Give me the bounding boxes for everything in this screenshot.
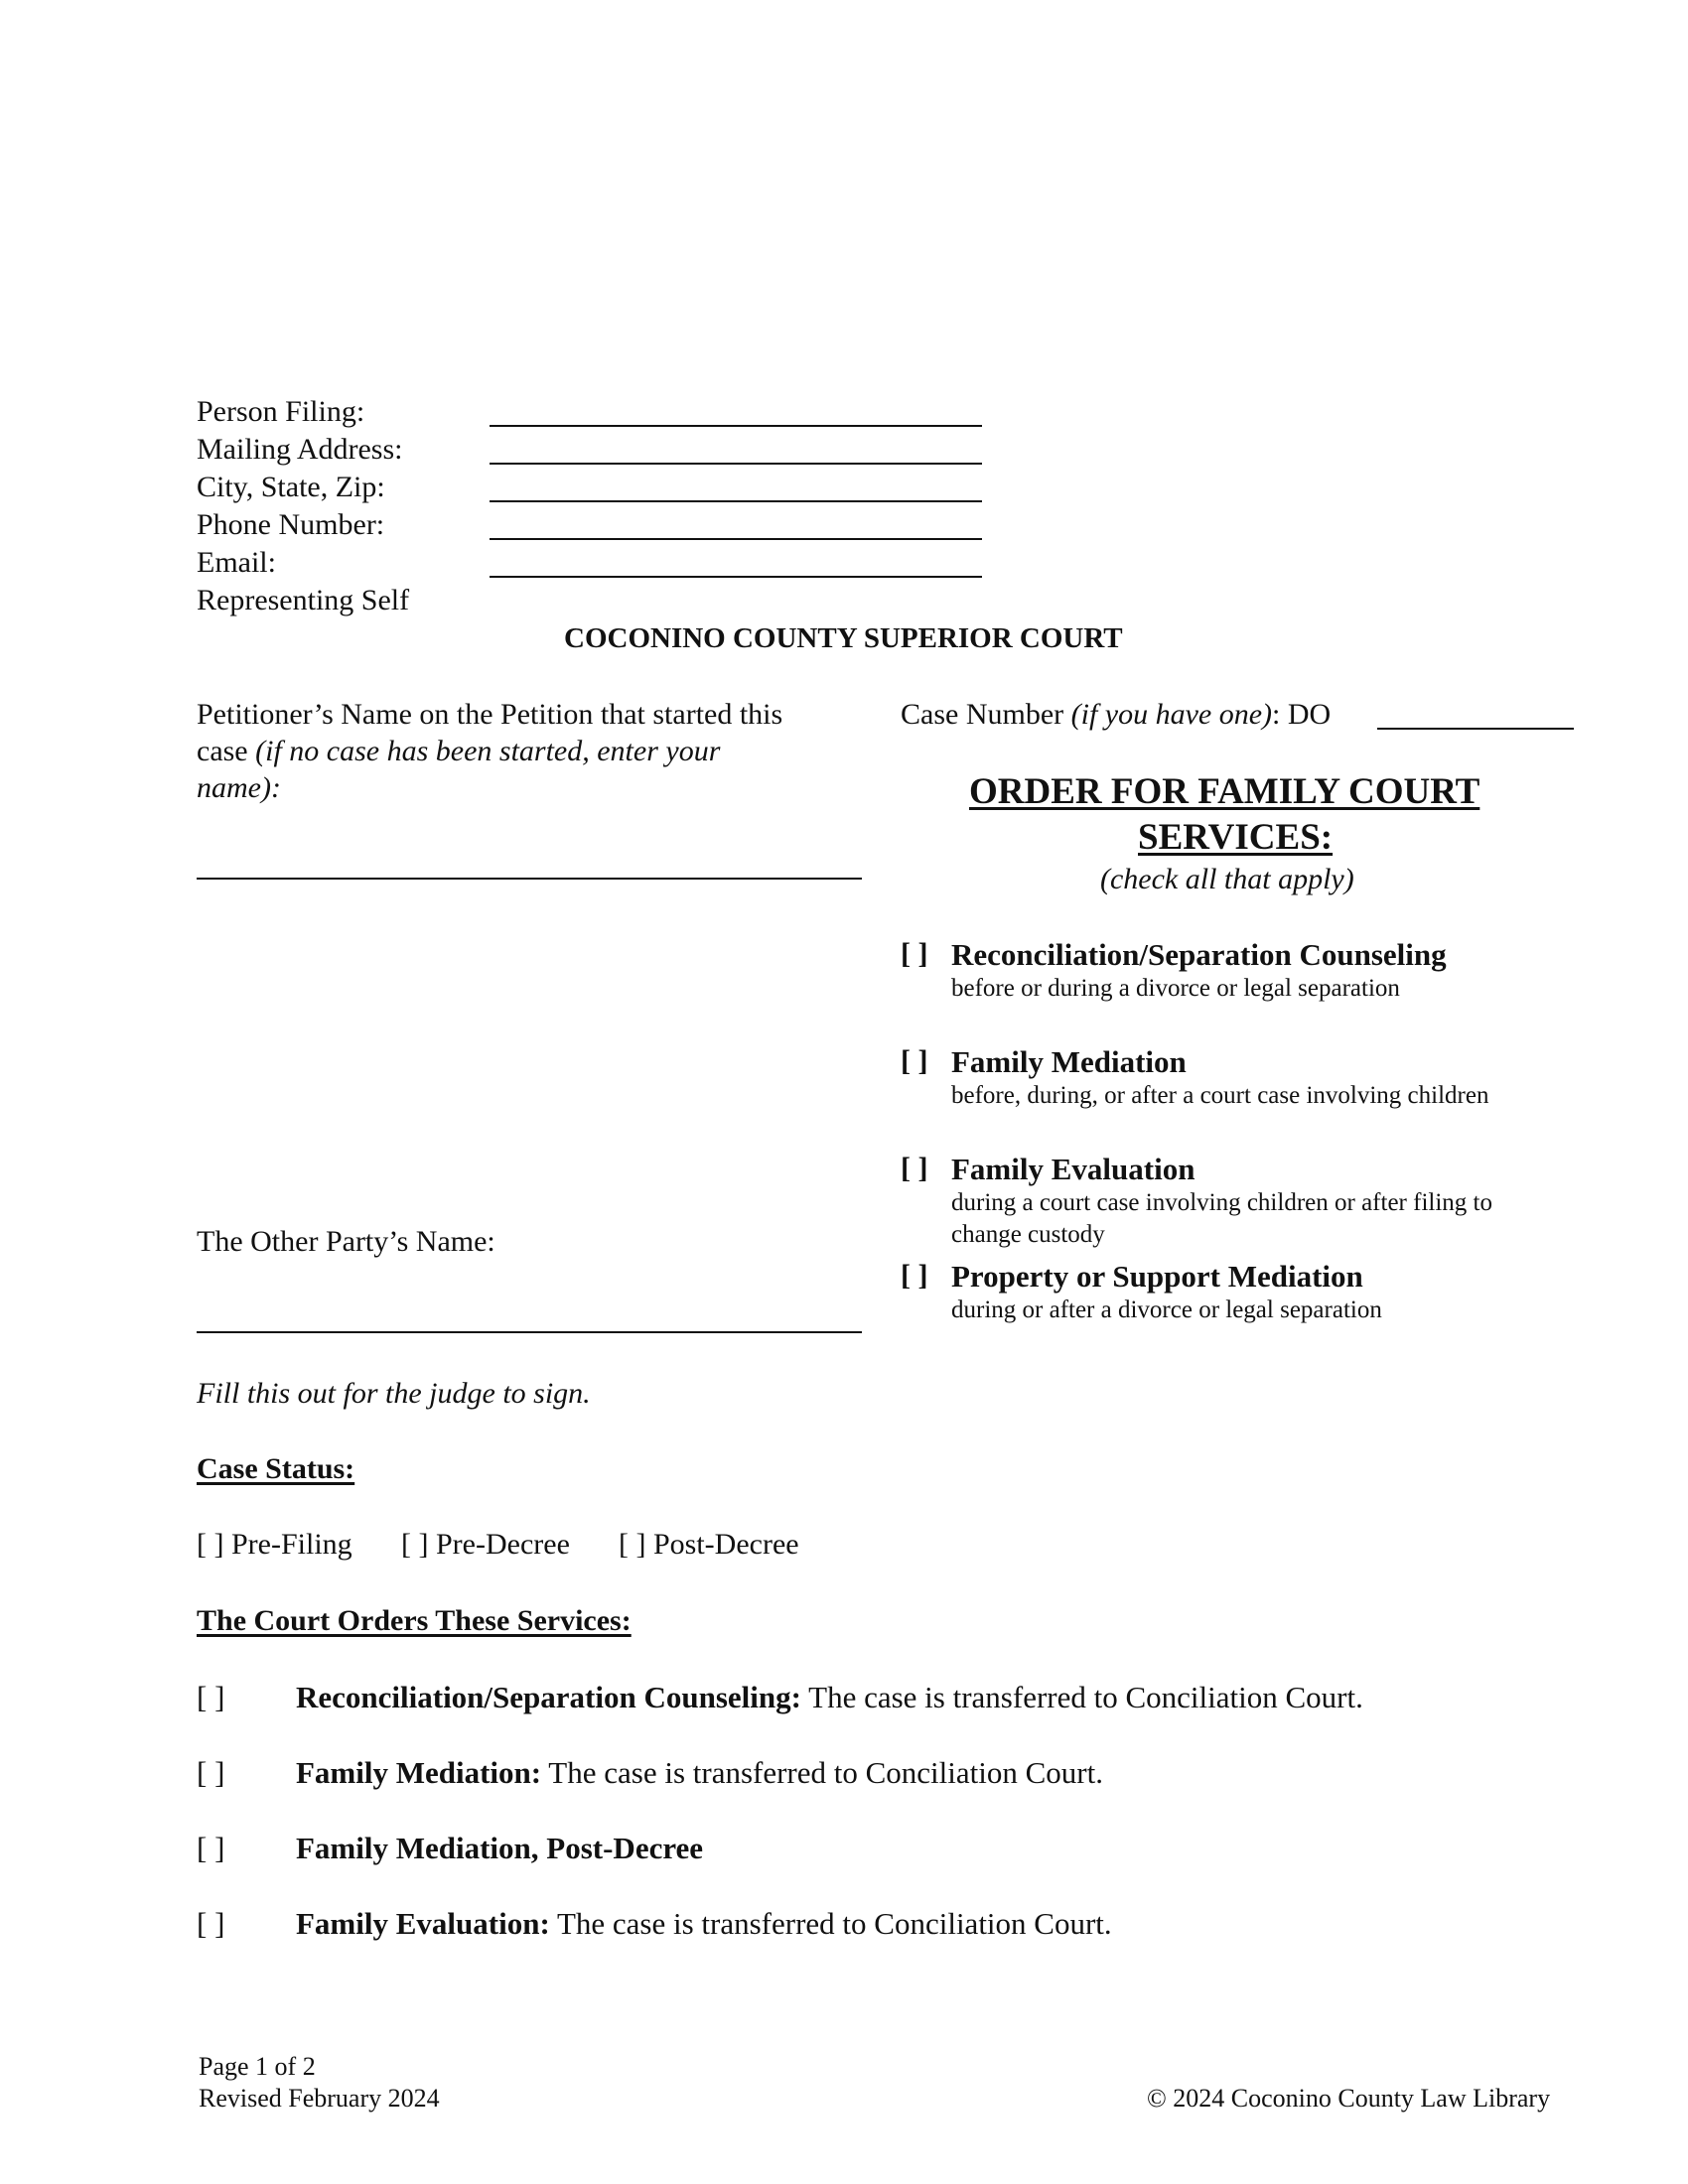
footer-copyright: © 2024 Coconino County Law Library xyxy=(1147,2084,1551,2113)
petitioner-label-line2 xyxy=(197,735,720,768)
petitioner-label-hint-line3: name): xyxy=(197,771,281,804)
email-line[interactable] xyxy=(490,576,982,578)
order-checkbox-reconciliation[interactable]: [ ] xyxy=(197,1680,225,1714)
petitioner-label: Petitioner’s Name on the Petition that started this xyxy=(197,698,783,731)
case-status-heading: Case Status: xyxy=(197,1452,355,1485)
person-filing-label: Person Filing: xyxy=(197,395,365,428)
petitioner-label-prefix: case xyxy=(197,735,256,767)
court-name: COCONINO COUNTY SUPERIOR COURT xyxy=(564,622,1123,654)
service-title-family-mediation: Family Mediation xyxy=(951,1044,1187,1079)
mailing-address-label: Mailing Address: xyxy=(197,433,403,466)
order-item-family-mediation xyxy=(296,1755,1103,1791)
footer-page-number: Page 1 of 2 xyxy=(199,2052,316,2081)
phone-number-label: Phone Number: xyxy=(197,508,385,541)
phone-number-line[interactable] xyxy=(490,538,982,540)
other-party-label: The Other Party’s Name: xyxy=(197,1225,495,1258)
service-checkbox-family-evaluation[interactable]: [ ] xyxy=(901,1152,928,1184)
service-checkbox-reconciliation[interactable]: [ ] xyxy=(901,937,928,970)
order-text-reconciliation: The case is transferred to Conciliation Court. xyxy=(800,1680,1363,1714)
representing-self-label: Representing Self xyxy=(197,584,410,616)
order-item-family-evaluation xyxy=(296,1906,1112,1942)
other-party-name-line[interactable] xyxy=(197,1331,862,1333)
case-status-pre-filing[interactable]: [ ] Pre-Filing xyxy=(197,1528,352,1561)
service-desc-family-mediation: before, during, or after a court case involving children xyxy=(951,1082,1489,1109)
service-title-reconciliation: Reconciliation/Separation Counseling xyxy=(951,937,1447,972)
service-desc-family-evaluation-1: during a court case involving children or after filing to xyxy=(951,1189,1492,1216)
order-text-family-evaluation: The case is transferred to Conciliation Court. xyxy=(549,1906,1112,1941)
footer-revised: Revised February 2024 xyxy=(199,2084,440,2113)
case-number-label xyxy=(901,698,1331,732)
case-status-pre-decree[interactable]: [ ] Pre-Decree xyxy=(401,1528,570,1561)
order-subtitle: (check all that apply) xyxy=(1100,863,1354,895)
judge-instruction: Fill this out for the judge to sign. xyxy=(197,1377,591,1410)
service-title-property-support: Property or Support Mediation xyxy=(951,1259,1363,1294)
order-title-family-mediation: Family Mediation: xyxy=(296,1755,542,1790)
order-item-reconciliation xyxy=(296,1680,1363,1715)
order-title-reconciliation: Reconciliation/Separation Counseling: xyxy=(296,1680,801,1714)
order-title-line1: ORDER FOR FAMILY COURT xyxy=(969,771,1480,812)
case-number-line[interactable] xyxy=(1377,728,1574,730)
city-state-zip-line[interactable] xyxy=(490,500,982,502)
order-checkbox-mediation-post-decree[interactable]: [ ] xyxy=(197,1831,225,1865)
order-title-family-evaluation: Family Evaluation: xyxy=(296,1906,550,1941)
petitioner-name-line[interactable] xyxy=(197,878,862,880)
case-number-prefix: : DO xyxy=(1272,698,1332,731)
service-desc-reconciliation: before or during a divorce or legal separation xyxy=(951,975,1400,1002)
service-desc-family-evaluation-2: change custody xyxy=(951,1221,1105,1248)
service-title-family-evaluation: Family Evaluation xyxy=(951,1152,1196,1186)
order-text-family-mediation: The case is transferred to Conciliation Court. xyxy=(541,1755,1103,1790)
order-title-mediation-post-decree: Family Mediation, Post-Decree xyxy=(296,1831,704,1865)
petitioner-label-hint: (if no case has been started, enter your xyxy=(255,735,721,767)
order-title-line2: SERVICES: xyxy=(1138,817,1334,858)
case-number-text: Case Number xyxy=(901,698,1071,731)
court-orders-heading: The Court Orders These Services: xyxy=(197,1604,632,1637)
case-status-post-decree[interactable]: [ ] Post-Decree xyxy=(619,1528,799,1561)
case-number-hint: (if you have one) xyxy=(1070,698,1273,731)
service-desc-property-support: during or after a divorce or legal separation xyxy=(951,1297,1382,1323)
city-state-zip-label: City, State, Zip: xyxy=(197,471,385,503)
service-checkbox-property-support[interactable]: [ ] xyxy=(901,1259,928,1292)
order-item-mediation-post-decree xyxy=(296,1831,703,1866)
person-filing-line[interactable] xyxy=(490,425,982,427)
email-label: Email: xyxy=(197,546,276,579)
service-checkbox-family-mediation[interactable]: [ ] xyxy=(901,1044,928,1077)
order-checkbox-family-mediation[interactable]: [ ] xyxy=(197,1755,225,1790)
mailing-address-line[interactable] xyxy=(490,463,982,465)
order-checkbox-family-evaluation[interactable]: [ ] xyxy=(197,1906,225,1941)
